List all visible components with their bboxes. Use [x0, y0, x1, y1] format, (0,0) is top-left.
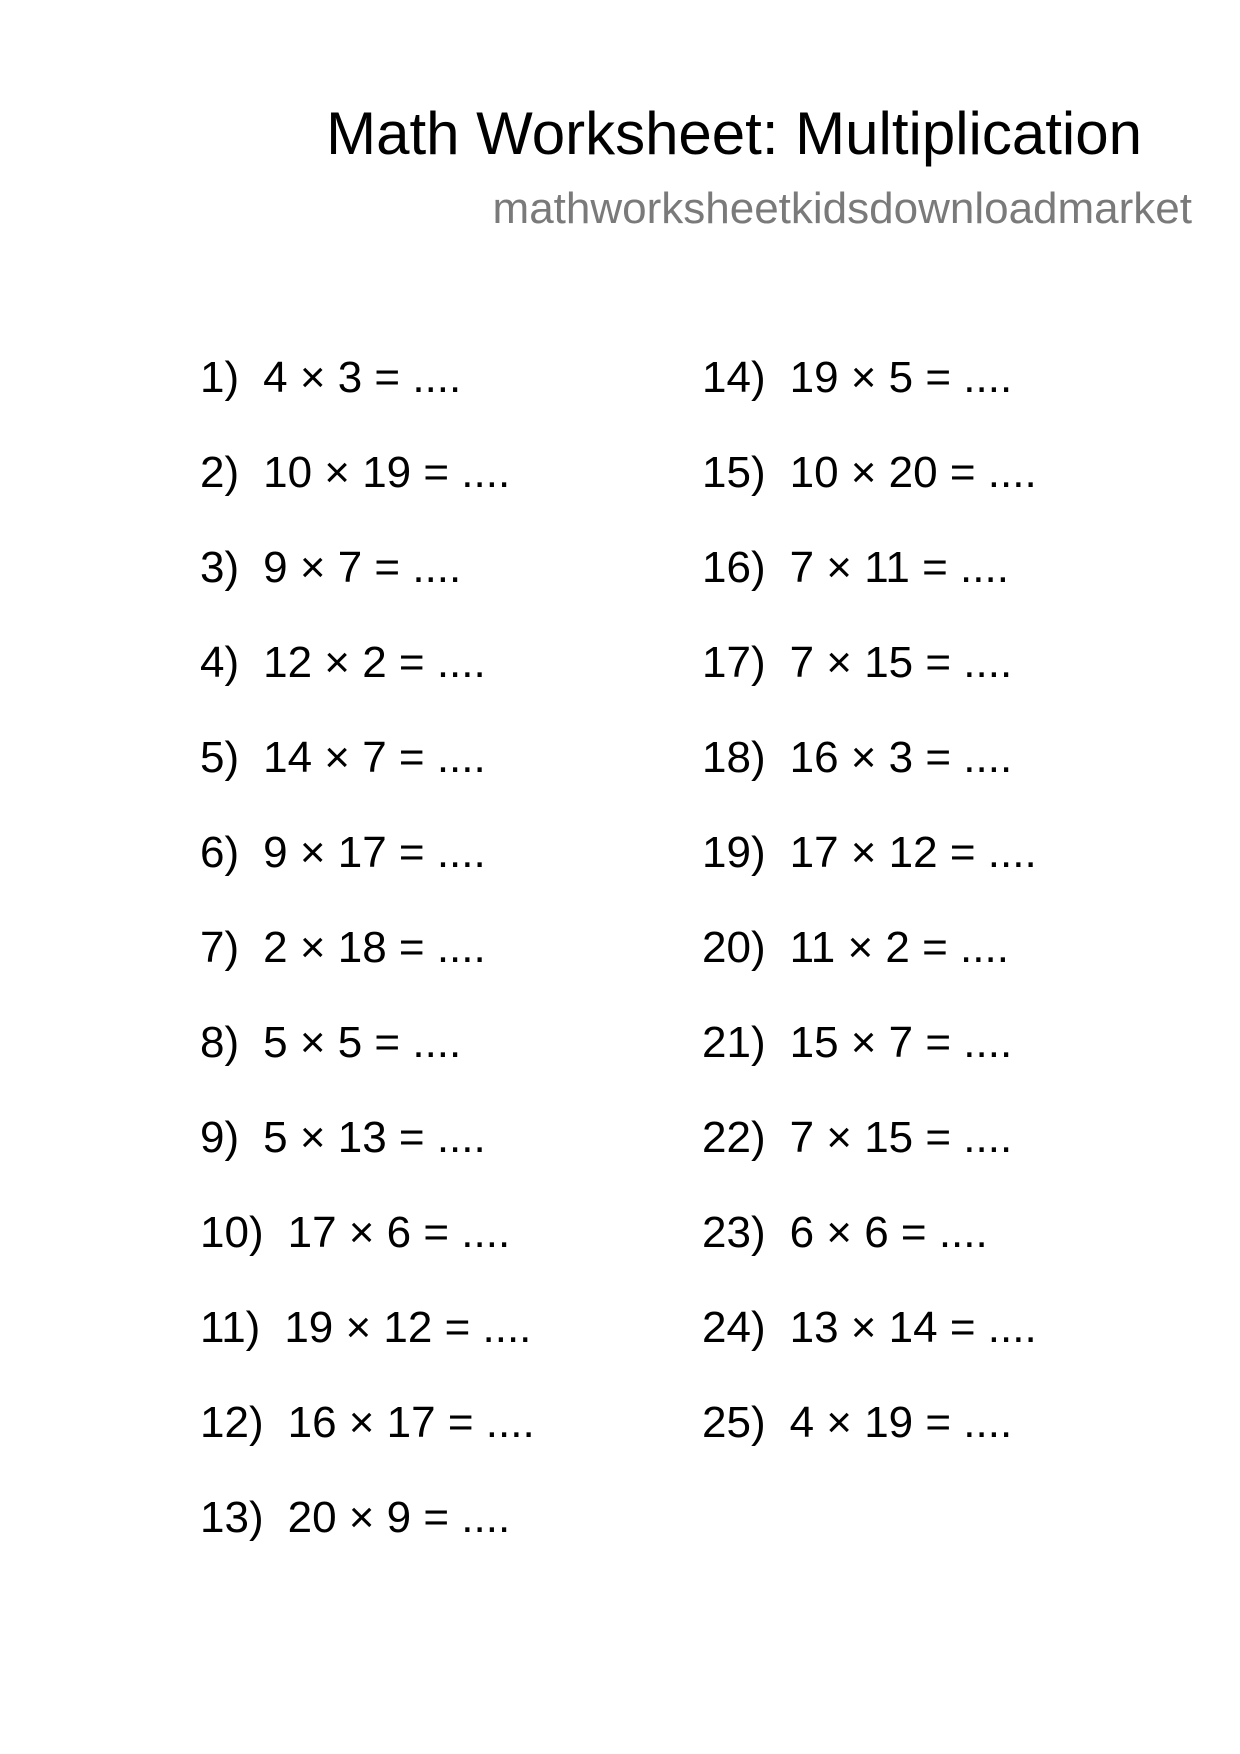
problem-expression: 17 × 12 = .... [789, 828, 1037, 877]
problem-expression: 4 × 3 = .... [263, 353, 462, 402]
problem-expression: 10 × 19 = .... [263, 448, 511, 497]
problem-item [200, 447, 535, 542]
problem-expression: 16 × 3 = .... [789, 733, 1013, 782]
problem-expression: 13 × 14 = .... [789, 1303, 1037, 1352]
problem-number: 22) [702, 1113, 766, 1162]
problem-number: 23) [702, 1208, 766, 1257]
problem-number: 11) [200, 1303, 261, 1352]
problem-item [200, 352, 535, 447]
problem-item [200, 637, 535, 732]
problem-expression: 19 × 12 = .... [284, 1303, 532, 1352]
problem-item [702, 352, 1037, 447]
problem-number: 25) [702, 1398, 766, 1447]
problem-item [702, 1017, 1037, 1112]
problem-item [200, 1207, 535, 1302]
problem-expression: 9 × 7 = .... [263, 543, 462, 592]
problem-expression: 7 × 15 = .... [789, 1113, 1013, 1162]
problem-number: 3) [200, 543, 240, 592]
problem-expression: 14 × 7 = .... [263, 733, 486, 782]
problem-number: 17) [702, 638, 766, 687]
left-problem-column [200, 352, 535, 1587]
problem-number: 18) [702, 733, 766, 782]
problem-expression: 10 × 20 = .... [789, 448, 1037, 497]
problem-number: 12) [200, 1398, 264, 1447]
problem-item [702, 542, 1037, 637]
problem-item [200, 1017, 535, 1112]
problem-number: 19) [702, 828, 766, 877]
problem-number: 20) [702, 923, 766, 972]
problem-number: 2) [200, 448, 240, 497]
problem-expression: 7 × 11 = .... [789, 543, 1009, 592]
problem-expression: 12 × 2 = .... [263, 638, 486, 687]
problem-item [200, 542, 535, 637]
problem-item [702, 447, 1037, 542]
problem-expression: 7 × 15 = .... [789, 638, 1013, 687]
problem-expression: 9 × 17 = .... [263, 828, 486, 877]
problem-expression: 15 × 7 = .... [789, 1018, 1013, 1067]
problem-expression: 19 × 5 = .... [789, 353, 1013, 402]
problem-item [702, 637, 1037, 732]
problem-expression: 5 × 13 = .... [263, 1113, 486, 1162]
problem-item [702, 732, 1037, 827]
problem-number: 24) [702, 1303, 766, 1352]
problem-expression: 4 × 19 = .... [789, 1398, 1013, 1447]
problem-number: 21) [702, 1018, 766, 1067]
problem-item [702, 1302, 1037, 1397]
problem-number: 15) [702, 448, 766, 497]
problem-number: 10) [200, 1208, 264, 1257]
problem-number: 7) [200, 923, 240, 972]
problem-item [702, 1207, 1037, 1302]
problem-number: 13) [200, 1493, 264, 1542]
problem-expression: 17 × 6 = .... [287, 1208, 511, 1257]
problem-item [702, 1397, 1037, 1492]
problem-number: 9) [200, 1113, 240, 1162]
problem-number: 14) [702, 353, 766, 402]
problem-item [702, 827, 1037, 922]
problem-expression: 2 × 18 = .... [263, 923, 486, 972]
right-problem-column [702, 352, 1037, 1492]
problem-item [200, 1112, 535, 1207]
worksheet-subtitle: mathworksheetkidsdownloadmarket [492, 184, 1192, 233]
problem-number: 4) [200, 638, 240, 687]
problem-item [200, 1492, 535, 1587]
problem-expression: 16 × 17 = .... [287, 1398, 535, 1447]
problem-number: 16) [702, 543, 766, 592]
problem-item [200, 827, 535, 922]
problem-item [200, 922, 535, 1017]
problem-item [200, 1397, 535, 1492]
problem-expression: 11 × 2 = .... [789, 923, 1009, 972]
problem-number: 1) [200, 353, 240, 402]
worksheet-title: Math Worksheet: Multiplication [326, 100, 1142, 167]
problem-number: 6) [200, 828, 240, 877]
problem-number: 8) [200, 1018, 240, 1067]
problem-expression: 20 × 9 = .... [287, 1493, 511, 1542]
worksheet-header [0, 0, 1240, 260]
problem-item [200, 732, 535, 827]
problem-item [200, 1302, 535, 1397]
problem-expression: 5 × 5 = .... [263, 1018, 462, 1067]
problem-item [702, 922, 1037, 1017]
problem-expression: 6 × 6 = .... [789, 1208, 988, 1257]
problem-item [702, 1112, 1037, 1207]
problem-number: 5) [200, 733, 240, 782]
